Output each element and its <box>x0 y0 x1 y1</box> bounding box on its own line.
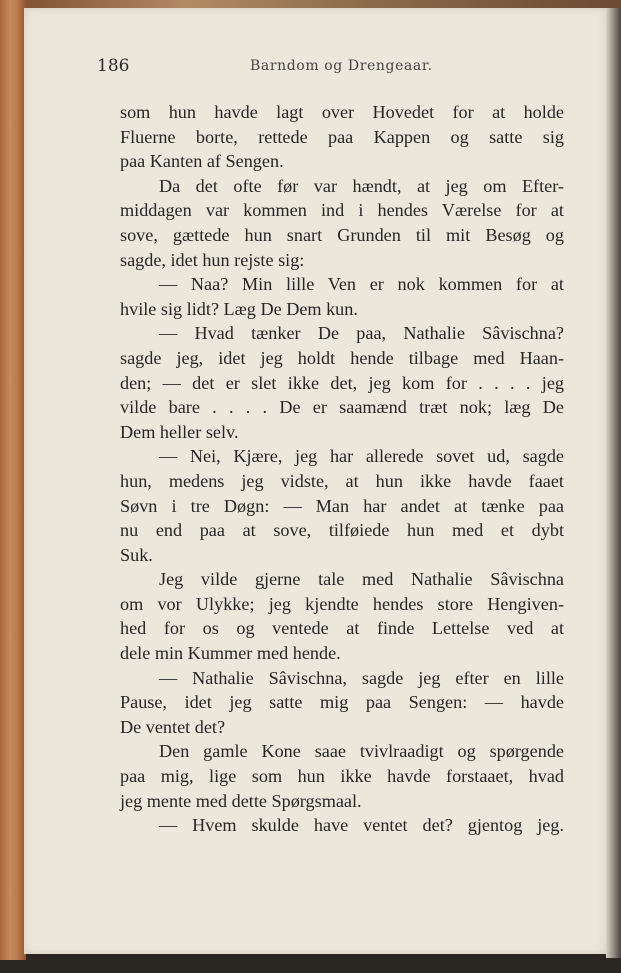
text-line: Da det ofte før var hændt, at jeg om Efter- <box>159 175 564 196</box>
text-line: hun, medens jeg vidste, at hun ikke havde faaet <box>120 470 564 491</box>
text-line: om vor Ulykke; jeg kjendte hendes store Hengiven- <box>120 593 564 614</box>
text-line: sagde, idet hun rejste sig: <box>120 249 305 270</box>
text-line: paa Kanten af Sengen. <box>120 151 284 172</box>
book-spine <box>0 0 26 960</box>
text-line: middagen var kommen ind i hendes Værelse for at <box>120 200 564 221</box>
text-line: Fluerne borte, rettede paa Kappen og satte sig <box>120 126 564 147</box>
text-line: den; — det er slet ikke det, jeg kom for . . . . jeg <box>120 372 564 393</box>
text-line: sagde jeg, idet jeg holdt hende tilbage med Haan- <box>120 347 564 368</box>
page-number: 186 <box>97 56 130 76</box>
text-line: Den gamle Kone saae tvivlraadigt og spørgende <box>159 741 564 762</box>
text-line: Pause, idet jeg satte mig paa Sengen: — havde <box>120 692 564 713</box>
text-line: — Nei, Kjære, jeg har allerede sovet ud, sagde <box>159 446 564 467</box>
page-header <box>97 56 564 80</box>
text-line: — Nathalie Sâvischna, sagde jeg efter en lille <box>159 667 564 688</box>
text-line: — Hvad tænker De paa, Nathalie Sâvischna? <box>159 323 564 344</box>
text-line: vilde bare . . . . De er saamænd træt nok; læg De <box>120 397 564 418</box>
text-line: jeg mente med dette Spørgsmaal. <box>120 790 362 811</box>
body-text <box>120 100 564 838</box>
text-line: Dem heller selv. <box>120 421 239 442</box>
text-line: hed for os og ventede at finde Lettelse ved at <box>120 618 564 639</box>
text-line: Søvn i tre Døgn: — Man har andet at tænke paa <box>120 495 564 516</box>
text-line: Jeg vilde gjerne tale med Nathalie Sâvischna <box>159 569 564 590</box>
text-line: — Hvem skulde have ventet det? gjentog jeg. <box>159 815 564 836</box>
text-line: De ventet det? <box>120 716 226 737</box>
text-line: paa mig, lige som hun ikke havde forstaaet, hvad <box>120 766 564 787</box>
text-line: dele min Kummer med hende. <box>120 643 341 664</box>
text-line: Suk. <box>120 544 153 565</box>
page-right-edge <box>606 8 621 958</box>
text-line: hvile sig lidt? Læg De Dem kun. <box>120 298 358 319</box>
text-line: som hun havde lagt over Hovedet for at holde <box>120 102 564 122</box>
running-title: Barndom og Drengeaar. <box>250 58 433 74</box>
text-line: sove, gættede hun snart Grunden til mit Besøg og <box>120 224 564 245</box>
text-line: — Naa? Min lille Ven er nok kommen for at <box>159 274 564 295</box>
text-line: nu end paa at sove, tilføiede hun med et dybt <box>120 520 564 541</box>
